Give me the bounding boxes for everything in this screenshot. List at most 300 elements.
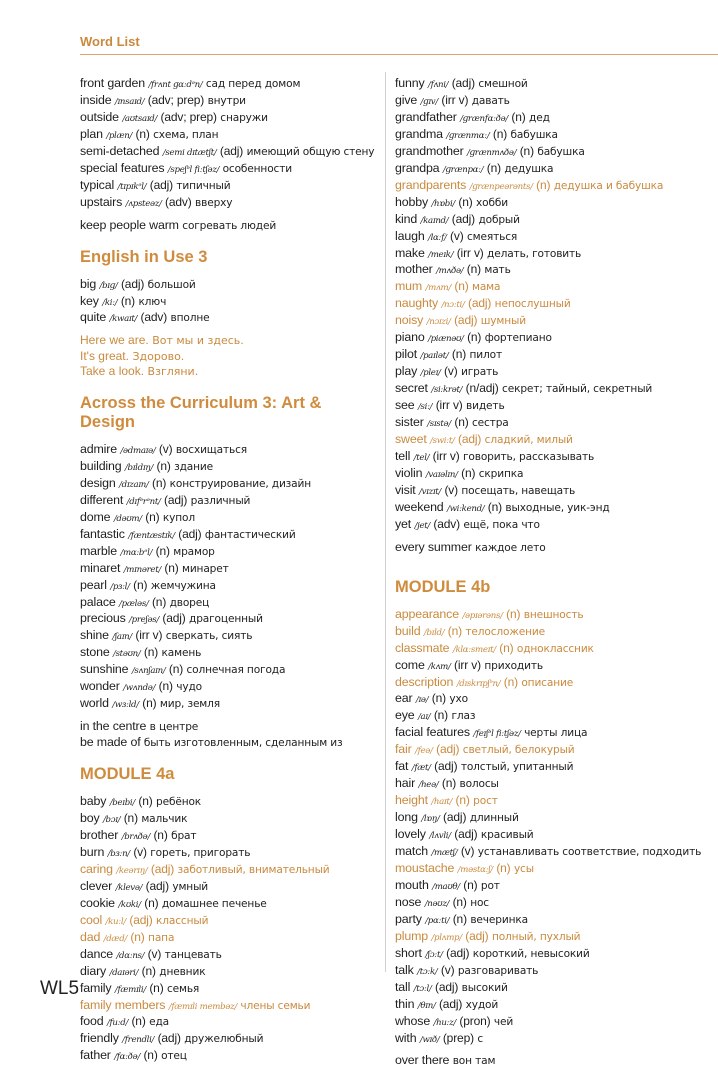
vocab-part-of-speech: (n) xyxy=(452,911,467,926)
vocab-word: friendly xyxy=(80,1031,119,1046)
vocab-part-of-speech: (adv; prep) xyxy=(147,92,205,107)
vocab-phonetic: /dæd/ xyxy=(103,933,128,944)
vocab-part-of-speech: (adj) xyxy=(129,912,153,927)
vocab-part-of-speech: (adj) xyxy=(451,76,475,90)
vocab-translation: здание xyxy=(174,460,214,473)
vocab-part-of-speech: (n) xyxy=(120,293,136,308)
vocab-part-of-speech: (adj) xyxy=(458,432,482,447)
vocab-phonetic: /sɪstə/ xyxy=(427,419,451,430)
vocab-translation: фантастический xyxy=(204,528,296,541)
vocab-part-of-speech: (n) xyxy=(506,606,521,621)
vocab-word: plump xyxy=(395,928,428,943)
vocab-part-of-speech: (n) xyxy=(463,877,478,892)
vocab-entry xyxy=(395,1031,700,1048)
phrase-english: It's great. xyxy=(80,348,129,363)
vocab-word: burn xyxy=(80,844,105,859)
vocab-part-of-speech: (v) xyxy=(444,482,458,497)
vocab-phonetic: /fuːd/ xyxy=(106,1018,129,1029)
vocab-translation: секрет; тайный, секретный xyxy=(502,383,653,396)
vocab-word: typical xyxy=(80,177,115,192)
vocab-translation: бабушка xyxy=(510,128,558,141)
vocab-translation: ключ xyxy=(138,295,167,308)
vocab-entry xyxy=(395,161,700,178)
phrase-entry xyxy=(80,735,380,751)
vocab-translation: особенности xyxy=(222,162,292,175)
vocab-word: whose xyxy=(395,1013,431,1028)
vocab-entry xyxy=(80,476,380,493)
vocab-phonetic: /swiːt/ xyxy=(430,436,455,447)
vocab-phonetic: /mɑːbᵊl/ xyxy=(120,547,153,558)
vocab-phonetic: /pæləs/ xyxy=(119,598,149,609)
vocab-entry xyxy=(80,442,380,459)
vocab-word: grandpa xyxy=(395,160,440,175)
vocab-phonetic: /dɑːns/ xyxy=(116,950,145,961)
vocab-part-of-speech: (n) xyxy=(153,828,168,842)
vocab-translation: короткий, невысокий xyxy=(472,947,590,960)
vocab-phonetic: /preʃəs/ xyxy=(129,615,159,626)
vocab-word: grandmother xyxy=(395,143,464,158)
vocab-word: hair xyxy=(395,776,416,791)
vocab-translation: мир, земля xyxy=(159,698,220,711)
vocab-word: palace xyxy=(80,594,116,609)
vocab-translation: рот xyxy=(480,879,500,892)
phrase-translation: Взгляни. xyxy=(147,365,199,379)
vocab-word: precious xyxy=(80,611,126,626)
phrase-translation: каждое лето xyxy=(475,541,546,554)
vocab-phonetic: /tel/ xyxy=(413,452,430,463)
right-column xyxy=(395,76,700,1069)
vocab-translation: купол xyxy=(162,511,196,524)
vocab-phonetic: /klevə/ xyxy=(115,882,143,893)
vocab-part-of-speech: (n) xyxy=(499,640,514,655)
phrase-list xyxy=(80,333,380,380)
vocab-phonetic: /bɪld/ xyxy=(423,627,445,638)
vocab-part-of-speech: (n) xyxy=(142,696,157,711)
vocab-word: key xyxy=(80,293,99,308)
vocab-translation: танцевать xyxy=(164,948,222,961)
vocab-word: moustache xyxy=(395,860,455,875)
vocab-part-of-speech: (n) xyxy=(164,560,179,575)
vocab-part-of-speech: (n) xyxy=(454,415,469,430)
vocab-translation: красивый xyxy=(480,829,534,842)
vocab-entry xyxy=(395,76,700,93)
vocab-phonetic: /tɪpɪkᵊl/ xyxy=(117,181,147,192)
vocab-phonetic: /kuːl/ xyxy=(105,916,126,927)
vocab-translation: хобби xyxy=(476,196,508,209)
vocab-phonetic: /aʊtsaɪd/ xyxy=(122,113,158,124)
vocab-translation: дедушка xyxy=(504,162,554,175)
vocab-translation: полный, пухлый xyxy=(491,930,581,943)
vocab-part-of-speech: (adj) xyxy=(451,211,476,226)
vocab-translation: пилот xyxy=(469,349,502,362)
vocab-word: nose xyxy=(395,894,422,909)
vocab-part-of-speech: (irr v) xyxy=(454,657,481,672)
vocab-part-of-speech: (n) xyxy=(130,929,145,944)
vocab-entry xyxy=(80,459,380,476)
vocab-entry xyxy=(80,127,380,144)
vocab-entry xyxy=(395,178,700,195)
vocab-part-of-speech: (adj) xyxy=(446,945,470,960)
vocab-entry xyxy=(80,561,380,578)
vocab-entry xyxy=(395,229,700,246)
vocab-part-of-speech: (n) xyxy=(452,894,467,909)
vocab-translation: выходные, уик-энд xyxy=(505,501,610,514)
vocab-phonetic: /pleɪ/ xyxy=(420,368,441,379)
vocab-part-of-speech: (n) xyxy=(143,1048,158,1063)
vocab-phonetic: /huːz/ xyxy=(433,1017,456,1028)
vocab-entry xyxy=(395,929,700,946)
vocab-phonetic: /klɑːsmeɪt/ xyxy=(452,644,496,655)
vocab-part-of-speech: (adv) xyxy=(140,310,168,325)
vocab-entry xyxy=(80,811,380,828)
vocab-phonetic: /aɪ/ xyxy=(417,712,431,723)
vocab-word: talk xyxy=(395,962,414,977)
vocab-entry xyxy=(395,415,700,432)
vocab-word: boy xyxy=(80,811,100,826)
vocab-phonetic: /nəʊz/ xyxy=(424,898,450,909)
vocab-entry xyxy=(80,527,380,544)
vocab-phonetic: /bɔɪ/ xyxy=(102,815,121,826)
vocab-part-of-speech: (v) xyxy=(460,844,475,859)
vocab-translation: мрамор xyxy=(173,545,215,558)
vocab-translation: дворец xyxy=(169,596,210,609)
vocab-translation: вверху xyxy=(195,196,233,209)
vocab-word: appearance xyxy=(395,606,459,621)
vocab-entry xyxy=(80,578,380,595)
vocab-word: fair xyxy=(395,742,412,757)
vocab-phonetic: /dɪfᵊrᵊnt/ xyxy=(126,496,161,507)
vocab-phonetic: /ɪə/ xyxy=(415,695,429,706)
vocab-entry xyxy=(395,212,700,229)
vocab-entry xyxy=(80,981,380,998)
vocab-word: special features xyxy=(80,160,165,175)
vocab-entry xyxy=(80,310,380,327)
vocab-translation: светлый, белокурый xyxy=(462,744,575,757)
vocab-word: description xyxy=(395,674,454,689)
vocab-word: noisy xyxy=(395,313,424,328)
vocab-phonetic: /məstɑːʃ/ xyxy=(457,864,493,875)
vocab-word: inside xyxy=(80,92,112,107)
vocab-phonetic: /mɪnəret/ xyxy=(123,564,161,575)
vocab-entry xyxy=(80,845,380,862)
vocab-translation: ещё, пока что xyxy=(463,518,540,531)
vocab-part-of-speech: (irr v) xyxy=(435,398,463,413)
vocab-word: wonder xyxy=(80,679,120,694)
vocab-word: match xyxy=(395,844,428,859)
vocab-word: food xyxy=(80,1014,104,1029)
vocab-phonetic: /vɪzɪt/ xyxy=(419,486,442,497)
vocab-word: yet xyxy=(395,516,412,531)
phrase-entry xyxy=(80,364,380,380)
vocab-word: marble xyxy=(80,543,117,558)
vocab-translation: внутри xyxy=(207,94,246,107)
vocab-word: sweet xyxy=(395,432,427,447)
vocab-translation: минарет xyxy=(181,562,229,575)
vocab-phonetic: /kʊki/ xyxy=(118,899,141,910)
vocab-entry xyxy=(395,895,700,912)
vocab-part-of-speech: (n) xyxy=(433,708,449,723)
vocab-phonetic: /ɡrænfɑːðə/ xyxy=(460,113,508,124)
vocab-phonetic: /ɡrænmʌðə/ xyxy=(467,147,517,158)
vocab-word: mum xyxy=(395,279,423,294)
vocab-translation: глаз xyxy=(451,710,476,723)
vocab-phonetic: /əpɪərəns/ xyxy=(462,610,503,621)
vocab-part-of-speech: (adj) xyxy=(434,979,459,994)
vocab-phonetic: /mʌðə/ xyxy=(436,266,464,277)
vocab-phonetic: /fæmɪli membəz/ xyxy=(168,1001,237,1012)
vocab-word: fantastic xyxy=(80,526,125,541)
vocab-word: short xyxy=(395,945,422,960)
vocab-part-of-speech: (n) xyxy=(151,594,167,609)
vocab-entry xyxy=(80,611,380,628)
vocab-word: stone xyxy=(80,645,110,660)
vocab-entry xyxy=(80,493,380,510)
vocab-part-of-speech: (adj) xyxy=(434,759,458,774)
vocab-entry xyxy=(395,246,700,263)
vocab-word: see xyxy=(395,398,415,413)
vocab-entry xyxy=(395,93,700,110)
vocab-phonetic: /beɪbi/ xyxy=(109,798,135,809)
vocab-translation: типичный xyxy=(176,179,231,192)
vocab-word: play xyxy=(395,364,418,379)
vocab-translation: устанавливать соответствие, подходить xyxy=(477,846,702,859)
vocab-word: party xyxy=(395,911,422,926)
vocab-part-of-speech: (adj) xyxy=(149,177,173,192)
vocab-part-of-speech: (adj) xyxy=(145,878,169,893)
phrase-entry xyxy=(395,1053,700,1069)
vocab-part-of-speech: (n) xyxy=(455,793,470,808)
vocab-entry xyxy=(395,912,700,929)
vocab-word: build xyxy=(395,623,421,638)
phrase-entry xyxy=(80,719,380,735)
vocab-entry xyxy=(80,1014,380,1031)
vocab-part-of-speech: (n) xyxy=(487,499,503,514)
vocab-phonetic: /kʌm/ xyxy=(428,661,451,672)
vocab-part-of-speech: (irr v) xyxy=(432,448,460,463)
phrase-translation: Здорово. xyxy=(132,349,185,363)
vocab-phonetic: /ʃaɪn/ xyxy=(112,632,133,643)
vocab-translation: видеть xyxy=(466,400,505,413)
vocab-phonetic: /ədmaɪə/ xyxy=(120,445,156,456)
vocab-translation: гореть, пригорать xyxy=(150,846,251,859)
vocab-part-of-speech: (adj) xyxy=(438,996,463,1011)
vocab-phonetic: /semi dɪtætʃt/ xyxy=(162,147,217,158)
vocab-word: mouth xyxy=(395,877,429,892)
vocab-entry xyxy=(80,828,380,845)
vocab-part-of-speech: (n) xyxy=(492,126,508,141)
vocab-translation: брат xyxy=(171,830,197,842)
vocab-word: make xyxy=(395,245,425,260)
vocab-word: big xyxy=(80,276,97,291)
page-header-title: Word List xyxy=(80,34,140,49)
vocab-part-of-speech: (n) xyxy=(454,279,469,294)
vocab-translation: конструирование, дизайн xyxy=(169,477,312,490)
vocab-entry xyxy=(395,946,700,963)
vocab-entry xyxy=(395,364,700,381)
vocab-translation: еда xyxy=(149,1016,169,1029)
vocab-translation: мама xyxy=(471,281,501,294)
section-title-module-4a: MODULE 4a xyxy=(80,765,175,784)
vocab-part-of-speech: (n) xyxy=(133,577,148,592)
vocab-entry xyxy=(395,708,700,725)
vocab-entry xyxy=(395,624,700,641)
vocab-phonetic: /feɪʃᵊl fiːtʃəz/ xyxy=(473,729,521,740)
phrase-english: in the centre xyxy=(80,719,147,734)
vocab-phonetic: /keərɪŋ/ xyxy=(116,865,148,876)
vocab-phonetic: /kaɪnd/ xyxy=(420,215,449,226)
vocab-entry xyxy=(80,964,380,981)
vocab-translation: телосложение xyxy=(465,625,545,638)
vocab-translation: волосы xyxy=(459,778,499,791)
vocab-phonetic: /lɑːf/ xyxy=(427,232,447,243)
vocab-part-of-speech: (n) xyxy=(144,895,159,910)
vocab-word: cookie xyxy=(80,895,115,910)
vocab-phonetic: /wɪð/ xyxy=(419,1034,440,1045)
vocab-phonetic: /plæn/ xyxy=(106,130,133,141)
vocab-part-of-speech: (n) xyxy=(466,262,481,277)
vocab-part-of-speech: (n) xyxy=(138,794,153,809)
vocab-translation: мальчик xyxy=(141,813,188,826)
vocab-phonetic: /feə/ xyxy=(415,746,433,757)
vocab-word: hobby xyxy=(395,194,429,209)
vocab-word: secret xyxy=(395,381,428,396)
entry-list xyxy=(80,277,380,328)
phrase-entry xyxy=(80,333,380,349)
vocab-entry xyxy=(395,776,700,793)
vocab-part-of-speech: (adj) xyxy=(454,313,478,328)
vocab-phonetic: /fæntæstɪk/ xyxy=(128,530,175,541)
vocab-phonetic: /fʌni/ xyxy=(427,80,449,90)
vocab-entry xyxy=(395,398,700,415)
entry-list xyxy=(395,76,700,534)
vocab-phonetic: /dəʊm/ xyxy=(113,513,142,524)
vocab-part-of-speech: (v) xyxy=(450,228,464,243)
vocab-word: ear xyxy=(395,691,413,706)
header-rule xyxy=(80,54,718,55)
vocab-translation: высокий xyxy=(461,981,508,994)
vocab-translation: солнечная погода xyxy=(186,664,286,677)
vocab-part-of-speech: (n) xyxy=(131,1014,146,1029)
vocab-word: thin xyxy=(395,996,415,1011)
vocab-entry xyxy=(80,794,380,811)
phrase-translation: вон там xyxy=(452,1055,496,1068)
vocab-word: upstairs xyxy=(80,194,123,209)
vocab-phonetic: /bɪldɪŋ/ xyxy=(124,462,154,473)
vocab-word: sunshine xyxy=(80,662,129,677)
vocab-phonetic: /ʃɔːt/ xyxy=(425,949,443,960)
vocab-translation: сладкий, милый xyxy=(484,434,573,447)
vocab-entry xyxy=(395,725,700,742)
left-column xyxy=(80,76,380,1065)
vocab-translation: смешной xyxy=(478,78,528,90)
vocab-translation: черты лица xyxy=(524,727,588,740)
vocab-part-of-speech: (n) xyxy=(461,465,476,480)
vocab-word: fat xyxy=(395,759,409,774)
vocab-entry xyxy=(80,645,380,662)
vocab-entry xyxy=(395,658,700,675)
phrase-english: over there xyxy=(395,1053,450,1068)
vocab-part-of-speech: (n) xyxy=(152,475,167,490)
phrase-english: keep people warm xyxy=(80,217,179,232)
vocab-translation: камень xyxy=(161,647,202,660)
vocab-entry xyxy=(80,1031,380,1048)
vocab-phonetic: /speʃᵊl fiːtʃəz/ xyxy=(167,164,220,175)
vocab-word: naughty xyxy=(395,296,439,311)
vocab-entry xyxy=(395,691,700,708)
vocab-phonetic: /tɔːk/ xyxy=(417,966,438,977)
vocab-translation: дружелюбный xyxy=(184,1033,264,1046)
vocab-translation: шумный xyxy=(480,315,526,328)
vocab-translation: сверкать, сиять xyxy=(165,630,253,643)
vocab-entry xyxy=(80,294,380,311)
vocab-entry xyxy=(80,178,380,195)
vocab-phonetic: /fɑːðə/ xyxy=(114,1052,141,1063)
vocab-entry xyxy=(395,517,700,534)
vocab-part-of-speech: (n/adj) xyxy=(465,381,499,396)
vocab-entry xyxy=(395,793,700,810)
entry-list xyxy=(80,794,380,1065)
vocab-translation: различный xyxy=(190,494,251,507)
vocab-word: tell xyxy=(395,448,411,463)
vocab-word: outside xyxy=(80,109,119,124)
vocab-phonetic: /daɪəri/ xyxy=(109,967,139,978)
vocab-translation: папа xyxy=(148,931,175,944)
vocab-word: classmate xyxy=(395,640,450,655)
vocab-translation: дед xyxy=(529,111,550,124)
vocab-word: tall xyxy=(395,979,411,994)
vocab-part-of-speech: (n) xyxy=(496,860,511,875)
vocab-part-of-speech: (n) xyxy=(135,126,150,141)
vocab-part-of-speech: (n) xyxy=(486,160,501,175)
vocab-part-of-speech: (adj) xyxy=(162,611,186,626)
vocab-phonetic: /wiːkend/ xyxy=(446,503,485,514)
vocab-translation: разговаривать xyxy=(457,964,539,977)
entry-list xyxy=(395,607,700,1048)
vocab-part-of-speech: (n) xyxy=(156,458,171,473)
vocab-word: father xyxy=(80,1048,111,1063)
vocab-translation: ухо xyxy=(449,693,468,706)
vocab-part-of-speech: (n) xyxy=(451,347,467,362)
vocab-entry xyxy=(395,195,700,212)
vocab-entry xyxy=(80,510,380,527)
vocab-part-of-speech: (pron) xyxy=(459,1013,491,1028)
phrase-translation: Вот мы и здесь. xyxy=(152,334,244,348)
vocab-phonetic: /brʌðə/ xyxy=(121,832,151,842)
vocab-entry xyxy=(80,696,380,713)
vocab-word: diary xyxy=(80,963,107,978)
vocab-part-of-speech: (n) xyxy=(467,330,482,345)
vocab-entry xyxy=(395,675,700,692)
vocab-translation: играть xyxy=(460,366,499,379)
vocab-phonetic: /mætʃ/ xyxy=(431,848,458,859)
vocab-phonetic: /fæt/ xyxy=(411,763,431,774)
vocab-word: plan xyxy=(80,126,103,141)
vocab-part-of-speech: (v) xyxy=(158,441,173,456)
vocab-translation: скрипка xyxy=(478,467,524,480)
vocab-entry xyxy=(395,963,700,980)
phrase-translation: в центре xyxy=(149,721,199,734)
vocab-translation: сад перед домом xyxy=(205,78,301,90)
section-title-english-in-use: English in Use 3 xyxy=(80,247,208,266)
vocab-phonetic: /kiː/ xyxy=(102,297,118,308)
vocab-word: long xyxy=(395,810,418,825)
vocab-entry xyxy=(395,844,700,861)
vocab-translation: имеющий общую стену xyxy=(246,145,375,158)
vocab-word: pilot xyxy=(395,347,417,362)
vocab-translation: давать xyxy=(471,94,510,107)
vocab-word: weekend xyxy=(395,499,444,514)
vocab-entry xyxy=(395,500,700,517)
